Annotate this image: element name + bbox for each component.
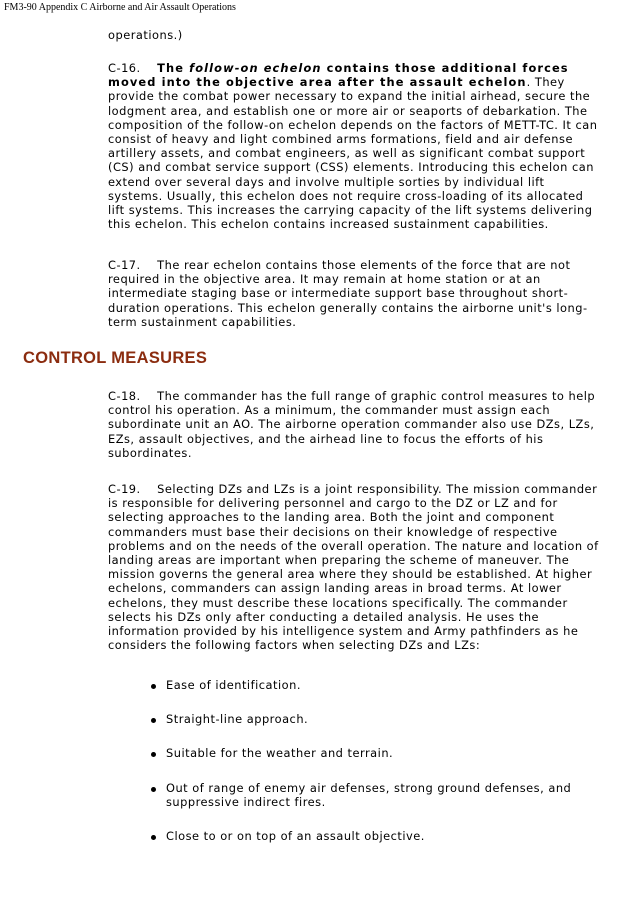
list-item [108,746,600,760]
paragraph-number: C-17. [108,258,141,272]
bullet-icon [151,787,156,792]
list-item [108,781,600,809]
list-item-text: Suitable for the weather and terrain. [166,746,394,761]
bullet-icon [151,752,156,757]
paragraph-c16 [108,61,600,231]
list-item [108,678,600,692]
factor-list [108,678,600,843]
lead-emphasis: follow-on echelon [189,61,322,75]
list-item-text: Ease of identification. [166,678,301,692]
paragraph-c17 [108,258,600,329]
lead-rest: contains those additional forces moved into the objective area after the assault echelon [108,61,569,90]
lead-the: The [157,61,190,75]
list-item-text: Out of range of enemy air defenses, strong ground defenses, and suppressive indirect fires. [166,780,572,809]
paragraph-body: Selecting DZs and LZs is a joint responsibility. The mission commander is responsible for delivering personnel and cargo to the DZ or LZ and for selecting approaches to the landing area. Both the joint and component commanders must base their decisions on their knowledge of respective problems and on the needs of the overall operation. The nature and location of landing areas are important when preparing the scheme of maneuver. The mission governs the general area where they should be established. At higher echelons, commanders can assign landing areas in broad terms. At lower echelons, they must describe these locations specifically. The commander selects his DZs only after conducting a detailed analysis. He uses the information provided by his intelligence system and Army pathfinders as he considers the following factors when selecting DZs and LZs: [108,482,599,653]
continued-text: operations.) [108,28,183,42]
paragraph-body: The rear echelon contains those elements of the force that are not required in the objective area. It may remain at home station or at an intermediate staging base or intermediate support base throughout short-duration operations. This echelon generally contains the airborne unit's long-term sustainment capabilities. [108,258,588,329]
paragraph-c18 [108,389,600,460]
lead-sentence [108,61,569,89]
bullet-icon [151,718,156,723]
bullet-icon [151,684,156,689]
section-heading: CONTROL MEASURES [23,349,208,367]
list-item [108,712,600,726]
running-header: FM3-90 Appendix C Airborne and Air Assault Operations [4,2,236,13]
list-item [108,829,600,843]
paragraph-body: . They provide the combat power necessary to expand the initial airhead, secure the lodgment area, and establish one or more air or seaports of debarkation. The composition of the follow-on echelon depends on the factors of METT-TC. It can consist of heavy and light combined arms formations, field and air defense artillery assets, and combat engineers, as well as significant combat support (CS) and combat service support (CSS) elements. Introducing this echelon can extend over several days and involve multiple sorties by individual lift systems. Usually, this echelon does not require cross-loading of its allocated lift systems. This increases the carrying capacity of the lift systems delivering this echelon. This echelon contains increased sustainment capabilities. [108,75,598,232]
list-item-text: Straight-line approach. [166,712,309,727]
paragraph-body: The commander has the full range of graphic control measures to help control his operation. As a minimum, the commander must assign each subordinate unit an AO. The airborne operation commander also use DZs, LZs, EZs, assault objectives, and the airhead line to focus the efforts of his subordinates. [108,389,596,460]
paragraph-number: C-19. [108,482,141,496]
paragraph-number: C-18. [108,389,141,403]
paragraph-c19 [108,482,600,652]
list-item-text: Close to or on top of an assault objective. [166,829,425,844]
bullet-icon [151,835,156,840]
paragraph-number: C-16. [108,61,141,75]
